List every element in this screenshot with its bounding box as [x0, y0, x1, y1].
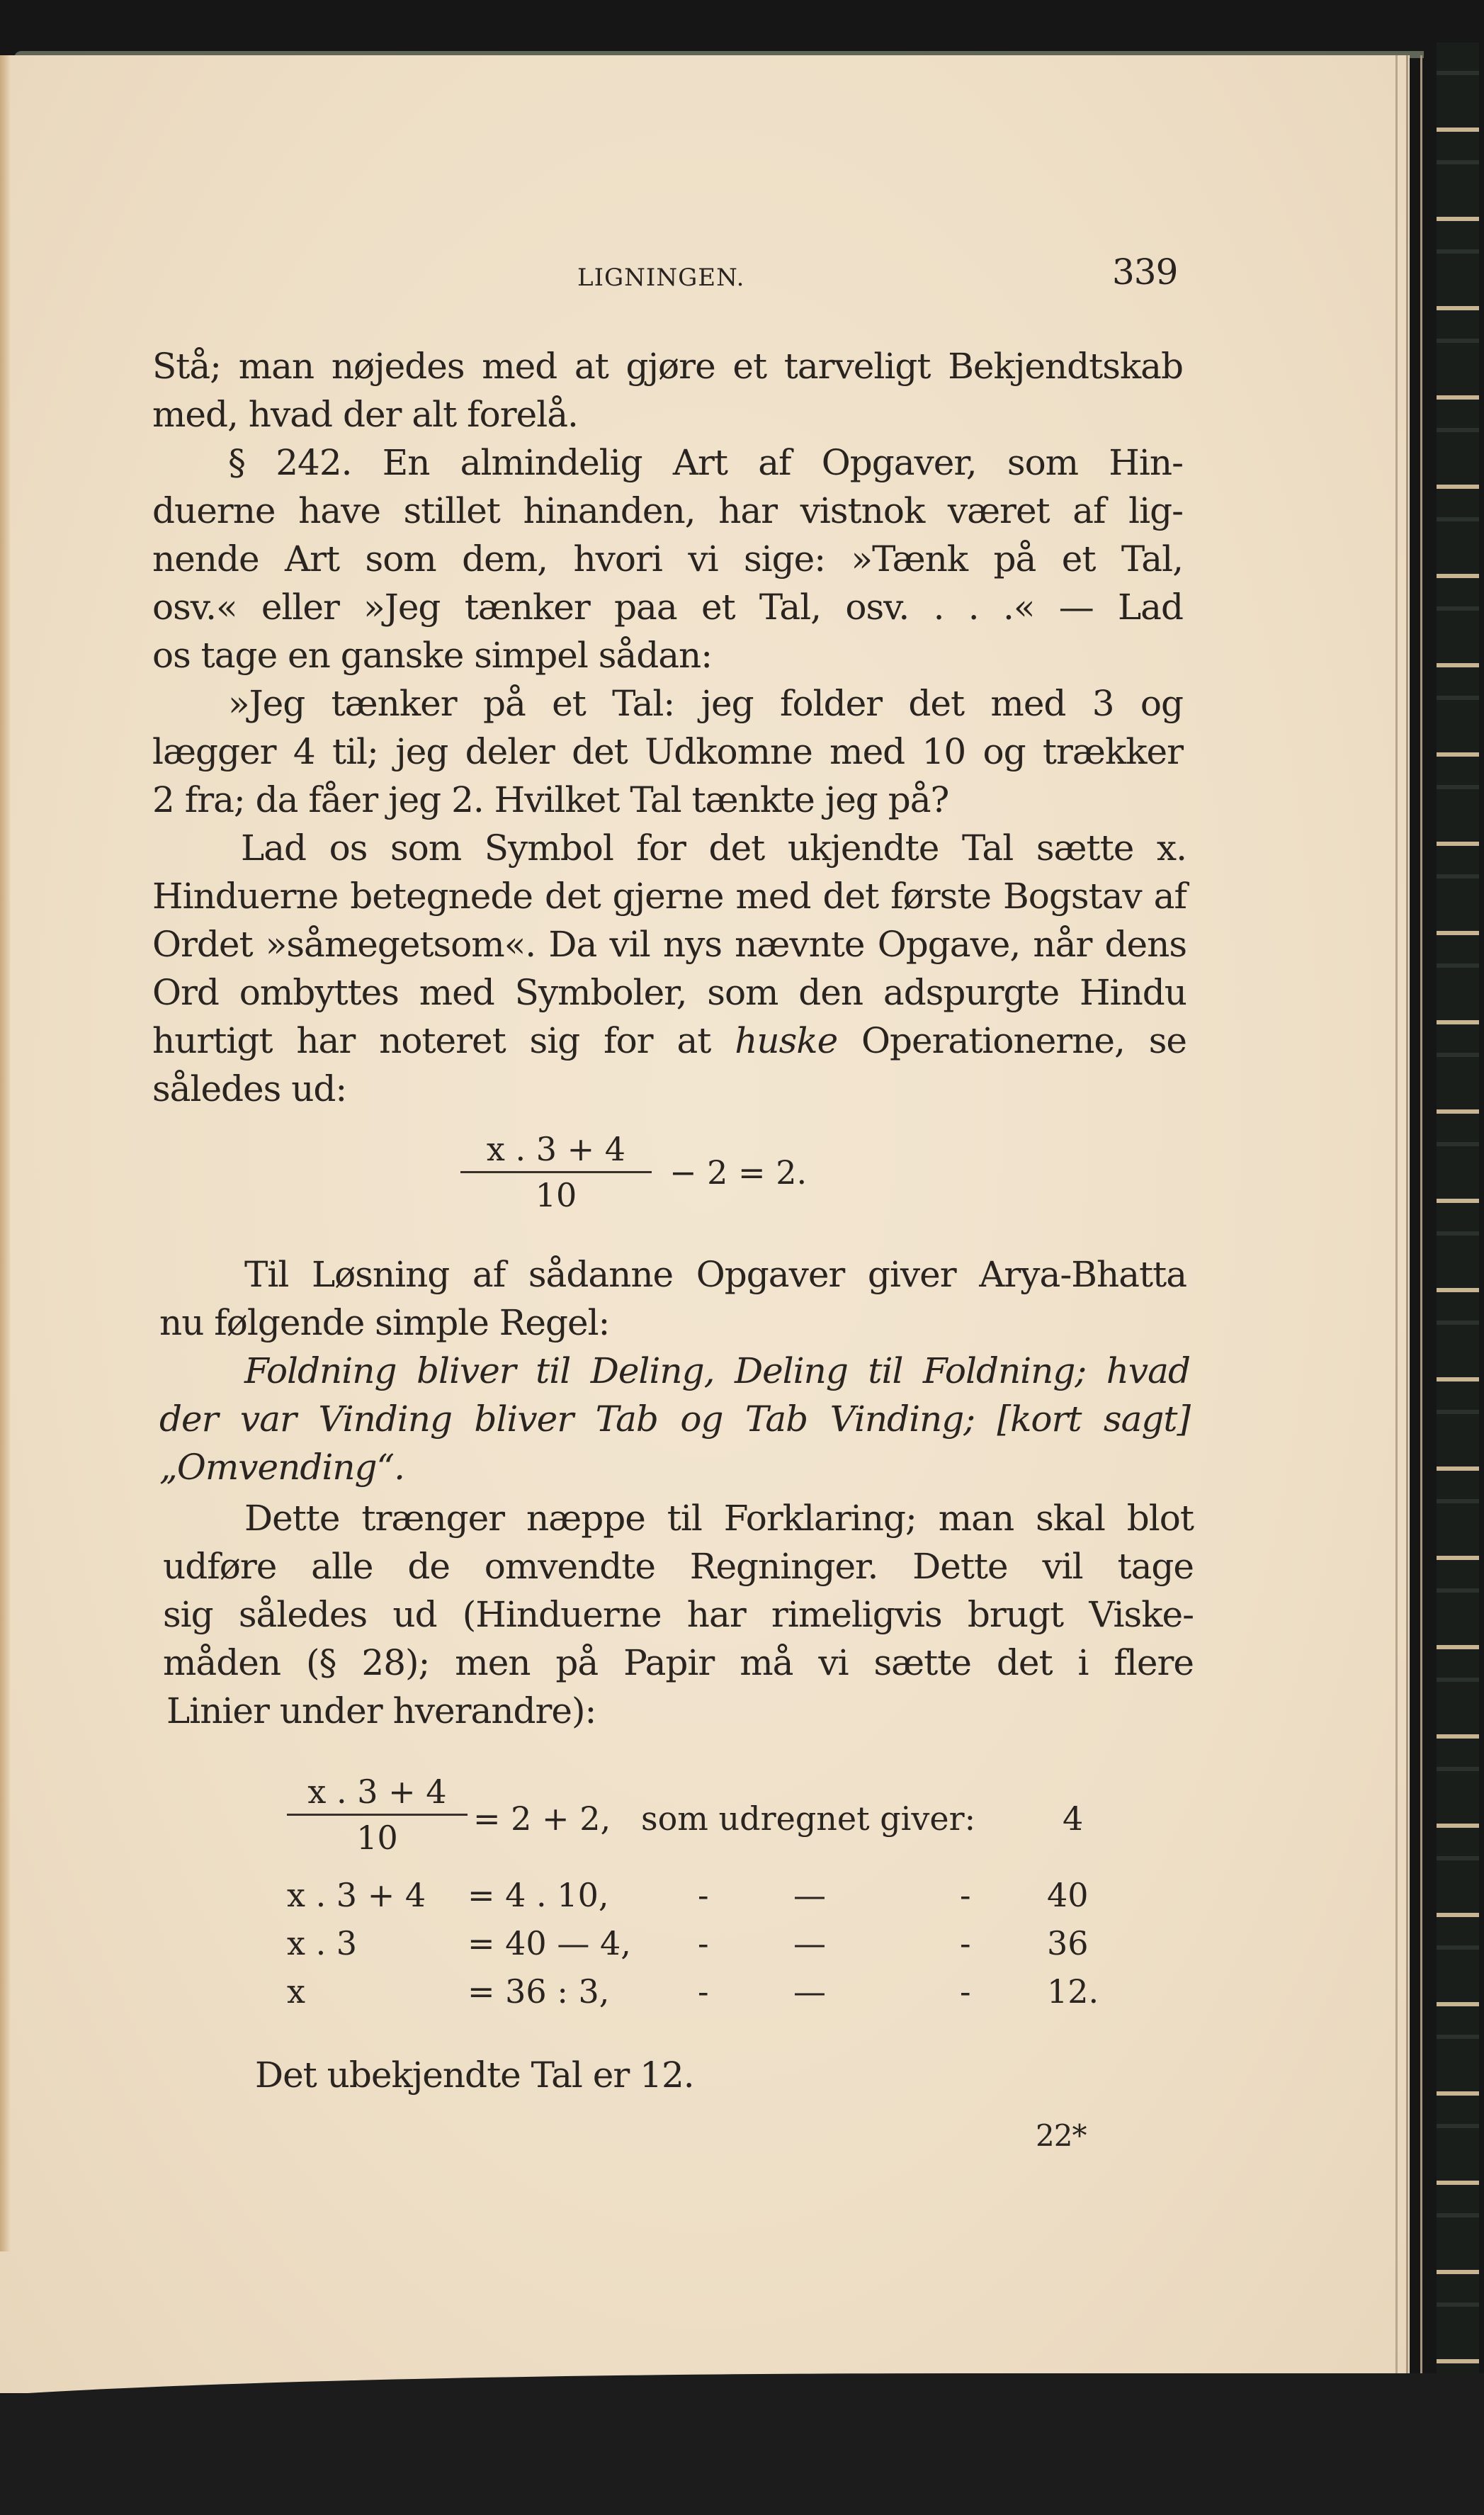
ditto-mark: -: [698, 1972, 709, 2011]
rule-text-line: Foldning bliver til Deling, Deling til Foldning; hvad: [244, 1350, 1190, 1391]
fraction-numerator: x . 3 + 4: [486, 1130, 626, 1168]
solution-result: 36: [1047, 1924, 1089, 1962]
solution-lhs: x . 3 + 4: [287, 1876, 426, 1914]
ditto-mark: —: [793, 1972, 826, 2011]
text-line: »Jeg tænker på et Tal: jeg folder det med 3 og: [228, 683, 1183, 724]
signature-mark: 22*: [1036, 2118, 1087, 2153]
ditto-mark: —: [793, 1876, 826, 1914]
text-line: os tage en ganske simpel sådan:: [152, 635, 713, 676]
text-line: måden (§ 28); men på Papir må vi sætte det i flere: [163, 1642, 1194, 1683]
text-line: således ud:: [152, 1068, 347, 1109]
page-stack-edge: [1406, 55, 1408, 2393]
equation-fraction: [460, 1130, 652, 1214]
book-spine: [1437, 43, 1479, 2402]
page-stack-edge: [1395, 55, 1398, 2393]
solution-fraction: [287, 1773, 468, 1857]
solution-rhs: = 4 . 10,: [468, 1876, 609, 1914]
solution-rhs: = 40 — 4,: [468, 1924, 631, 1962]
equation-rest: − 2 = 2.: [669, 1153, 808, 1192]
text-line: Linier under hverandre):: [166, 1690, 596, 1731]
text-line: 2 fra; da fåer jeg 2. Hvilket Tal tænkte jeg på?: [152, 779, 949, 820]
page-number: 339: [1112, 252, 1178, 293]
page-left-edge: [0, 55, 10, 2251]
text-line: duerne have stillet hinanden, har vistnok været af lig-: [152, 490, 1183, 531]
text-line: Til Løsning af sådanne Opgaver giver Arya-Bhatta: [244, 1254, 1186, 1295]
solution-expression: = 2 + 2,: [473, 1799, 611, 1838]
ditto-mark: -: [960, 1972, 971, 2011]
ditto-mark: -: [698, 1924, 709, 1962]
fraction-bar: [287, 1814, 468, 1816]
solution-result: 4: [1063, 1799, 1084, 1838]
fraction-numerator: x . 3 + 4: [307, 1773, 447, 1811]
text-line: Stå; man nøjedes med at gjøre et tarveligt Bekjendtskab: [152, 346, 1183, 387]
text-line: osv.« eller »Jeg tænker paa et Tal, osv. . . .« — Lad: [152, 587, 1183, 628]
text-line: Dette trænger næppe til Forklaring; man skal blot: [244, 1498, 1194, 1539]
running-head: LIGNINGEN.: [577, 264, 745, 292]
ditto-mark: —: [793, 1924, 826, 1962]
text-span: hurtigt har noteret sig for at: [152, 1020, 735, 1061]
text-span: Operationerne, se: [837, 1020, 1187, 1061]
ditto-mark: -: [960, 1924, 971, 1962]
page-bottom-shadow: [0, 2373, 1484, 2515]
solution-result: 12.: [1047, 1972, 1099, 2011]
text-line: med, hvad der alt forelå.: [152, 394, 578, 435]
text-line: lægger 4 til; jeg deler det Udkomne med 10 og trækker: [152, 731, 1183, 772]
fraction-denominator: 10: [356, 1819, 398, 1857]
text-line: [152, 1020, 1186, 1061]
section-paragraph-line: § 242. En almindelig Art af Opgaver, som Hin-: [228, 442, 1183, 483]
rule-text-line: „Omvending“.: [159, 1447, 405, 1488]
conclusion-text: Det ubekjendte Tal er 12.: [255, 2055, 694, 2096]
fraction-bar: [460, 1171, 652, 1173]
text-line: nu følgende simple Regel:: [159, 1302, 610, 1343]
solution-result: 40: [1047, 1876, 1089, 1914]
text-line: nende Art som dem, hvori vi sige: »Tænk på et Tal,: [152, 538, 1183, 580]
ditto-mark: -: [960, 1876, 971, 1914]
page-stack-edge: [1420, 55, 1422, 2393]
text-line: Lad os som Symbol for det ukjendte Tal sætte x.: [241, 827, 1186, 869]
solution-label: som udregnet giver:: [641, 1799, 976, 1838]
text-line: Ord ombyttes med Symboler, som den adspurgte Hindu: [152, 972, 1186, 1013]
text-line: Hinduerne betegnede det gjerne med det første Bogstav af: [152, 876, 1186, 917]
solution-rhs: = 36 : 3,: [468, 1972, 610, 2011]
solution-lhs: x: [287, 1972, 305, 2011]
fraction-denominator: 10: [535, 1176, 577, 1214]
text-line: udføre alle de omvendte Regninger. Dette vil tage: [163, 1546, 1194, 1587]
emphasis-text: huske: [735, 1020, 838, 1061]
solution-lhs: x . 3: [287, 1924, 358, 1962]
text-line: Ordet »såmegetsom«. Da vil nys nævnte Opgave, når dens: [152, 924, 1186, 965]
text-line: sig således ud (Hinduerne har rimeligvis brugt Viske-: [163, 1594, 1194, 1635]
ditto-mark: -: [698, 1876, 709, 1914]
rule-text-line: der var Vinding bliver Tab og Tab Vinding; [kort sagt]: [159, 1398, 1190, 1440]
